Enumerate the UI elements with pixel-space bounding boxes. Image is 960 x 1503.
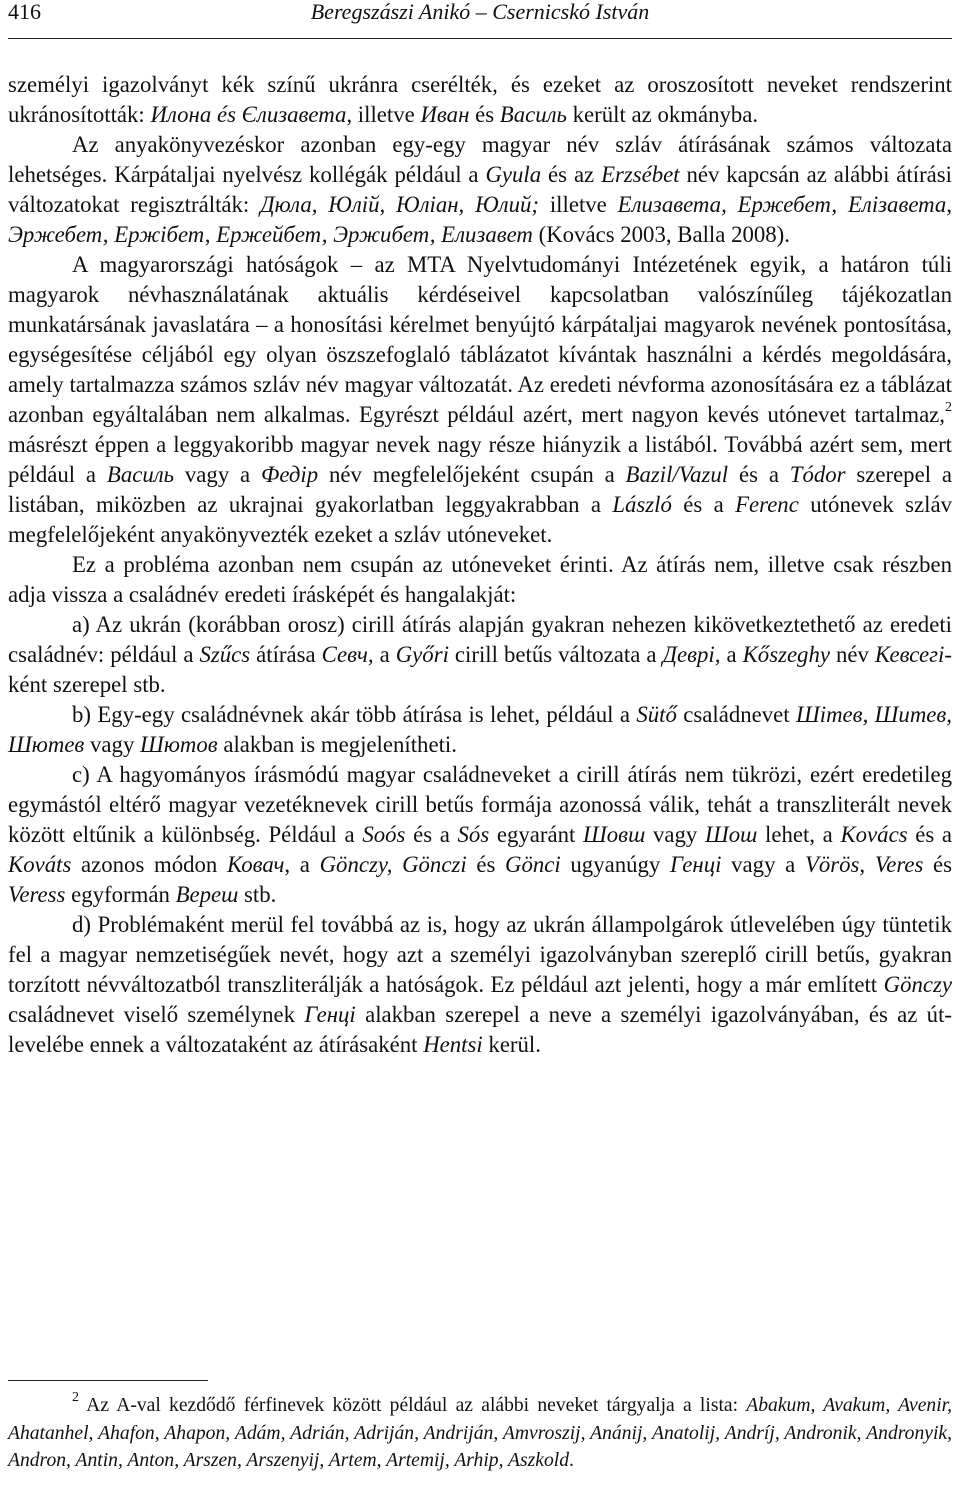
- running-head: Beregszászi Anikó – Csernicskó István: [310, 0, 650, 24]
- paragraph: b) Egy-egy családnévnek akár több átírása is lehet, például a Sütő családnevet Шітев, Шитев, Шютев vagy Шютов alakban is megjelenítheti.: [8, 702, 952, 757]
- paragraph: Ez a probléma azonban nem csupán az utóneveket érinti. Az átírás nem, illetve csak részben adja vissza a családnév eredeti írásképét és hangalakját:: [8, 552, 952, 607]
- paragraph: d) Problémaként merül fel továbbá az is, hogy az ukrán állampolgárok útlevelében úgy tüntetik fel a magyar nemzetiségűek nevét, hogy azt a személyi igazolványban szereplő cirill betűs, gyakran torzított névváltozatból transzliterálják a hatóságok. Ez például azt jelenti, hogy a már említett Gönczy családnevet viselő személynek Генці alakban szerepel a neve a személyi igazolványában, és az útlevelébe ennek a változataként az átírásaként Hentsi kerül.: [8, 912, 952, 1057]
- paragraph: c) A hagyományos írásmódú magyar családneveket a cirill átírás nem tükrözi, ezért eredetileg egymástól eltérő magyar vezetéknevek cirill betűs formája azonossá válik, tehát a transzliterált nevek között eltűnik a különbség. Például a Soós és a Sós egyaránt Шовш vagy Шош lehet, a Kovács és a Kováts azonos módon Ковач, a Gönczy, Gönczi és Gönci ugyanúgy Генці vagy a Vörös, Veres és Veress egyformán Вереш stb.: [8, 762, 953, 907]
- footnote-divider: [8, 1380, 208, 1381]
- footnote-number: 2: [72, 1390, 79, 1406]
- footnote-name-list: Abakum, Avakum, Avenir, Ahatanhel, Ahafon, Ahapon, Adám, Adrián, Adriján, Andriján, Amvroszij, Anánij, Anatolij, Andríj, Andronik, Andronyik, Andron, Antin, Anton, Arszen, Arszenyij, Artem, Artemij, Arhip, Aszkold: [8, 1395, 952, 1471]
- paragraph: a) Az ukrán (korábban orosz) cirill átírás alapján gyakran nehezen kikövetkeztethető az eredeti családnév: például a Szűcs átírása Севч, a Győri cirill betűs változata a Деврі, a Kőszeghy név Кевсегі-ként szerepel stb.: [8, 612, 952, 697]
- paragraph: Az anyakönyvezéskor azonban egy-egy magyar név szláv átírásának számos változata lehetséges. Kárpátaljai nyelvész kollégák például a Gyula és az Erzsébet név kapcsán az alábbi átírási változatokat regisztrálták: Дюла, Юлій, Юліан, Юлий; illetve Елизавета, Ержебет, Елізавета, Эржебет, Ержібет, Ержейбет, Эржибет, Елизавет (Kovács 2003, Balla 2008).: [8, 132, 953, 247]
- paragraph: A magyarországi hatóságok – az MTA Nyelvtudományi Intézetének egyik, a határon túli magyarok névhasználatának aktuális kérdéseivel kapcsolatban valószínűleg tájékozatlan munkatársának javaslatára – a honosítási kérelmet benyújtó kárpátaljai magyarok nevének pontosítása, egységesítése céljából egy olyan öszszefoglaló táblázatot kívántak használni a kérdés megoldására, amely tartalmazza számos szláv név magyar változatát. Az eredeti névforma azonosítására ez a táblázat azonban egyáltalában nem alkalmas. Egyrészt például azért, mert nagyon kevés utónevet tartalmaz,$^2$ másrészt éppen a leggyakoribb magyar nevek nagy része hiányzik a listából. Továbbá azért sem, mert például a Василь vagy a Федір név megfelelőjeként csupán a Bazil/Vazul és a Tódor szerepel a listában, miközben az ukrajnai gyakorlatban leggyakrabban a László és a Ferenc utónevek szláv megfelelőjeként anyakönyvezték ezeket a szláv utóneveket.: [8, 252, 952, 547]
- page-header: [8, 0, 952, 39]
- footnote-text: $^2$ Az A-val kezdődő férfinevek között például az alábbi neveket tárgyalja a lista: Abakum, Avakum, Avenir, Ahatanhel, Ahafon, Ahapon, Adám, Adrián, Adriján, Andriján, Amvroszij, Anánij, Anatolij, Andríj, Andronik, Andronyik, Andron, Antin, Anton, Arszen, Arszenyij, Artem, Artemij, Arhip, Aszkold.: [8, 1390, 952, 1471]
- paragraph: személyi igazolványt kék színű ukránra cserélték, és ezeket az oroszosított neveket rendszerint ukránosították: Илона és Єлизавета, illetve Иван és Василь került az okmányba.: [8, 72, 952, 127]
- body-text: [8, 70, 952, 1060]
- footnote: [8, 1392, 952, 1475]
- footnote-ref[interactable]: 2: [945, 400, 952, 416]
- page-number: 416: [8, 0, 41, 24]
